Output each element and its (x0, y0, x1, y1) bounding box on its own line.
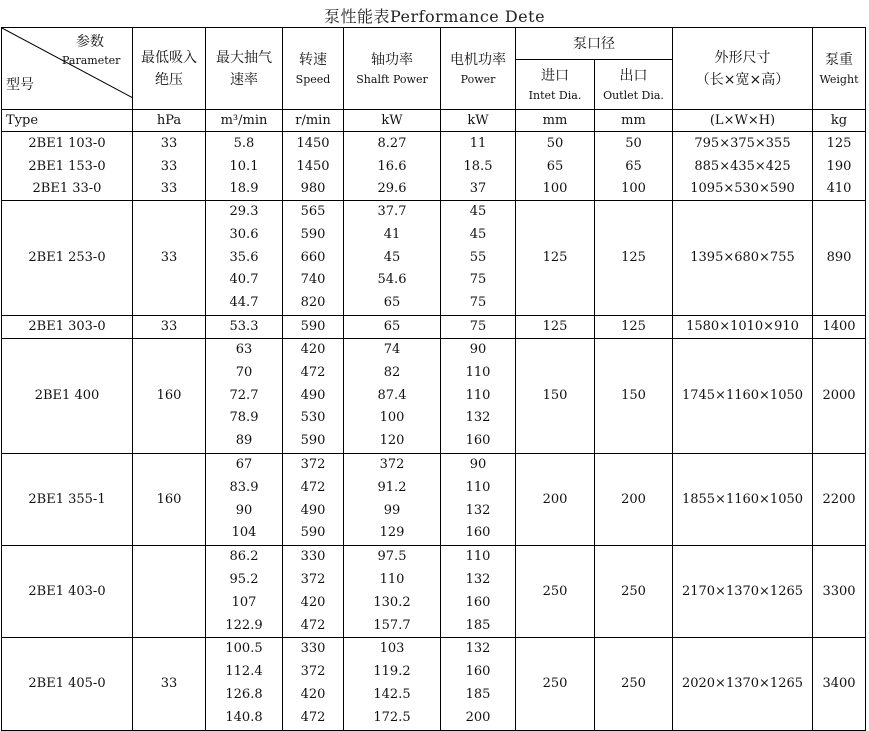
shaft-cell (344, 638, 441, 730)
cell-value: 90 (469, 341, 487, 357)
cell-value: 30.6 (229, 226, 259, 242)
suction-unit: hPa (133, 110, 206, 132)
cell-value: 107 (231, 594, 257, 610)
cell-value: 420 (300, 594, 326, 610)
inlet-cell: 50 (516, 132, 595, 155)
inlet-header: 进口 Intet Dia. (516, 60, 595, 110)
rate-cell: 18.9 (206, 178, 283, 201)
dimensions-cell: 1580×1010×910 (673, 315, 813, 338)
cell-value: 72.7 (229, 387, 259, 403)
page-title: 泵性能表Performance Dete (323, 7, 546, 26)
dimensions-cell: 795×375×355 (673, 132, 813, 155)
rate-cell: 53.3 (206, 315, 283, 338)
table-row (2, 178, 866, 201)
cell-value: 490 (300, 502, 326, 518)
cell-value: 200 (465, 709, 491, 725)
outlet-cell: 125 (595, 201, 673, 316)
cell-value: 160 (465, 594, 491, 610)
cell-value: 75 (469, 272, 487, 288)
speed-cell (283, 201, 344, 316)
cell-value: 97.5 (377, 549, 407, 565)
cell-value: 530 (300, 410, 326, 426)
unit-row (2, 110, 866, 132)
cell-value: 420 (300, 686, 326, 702)
cell-value: 78.9 (229, 410, 259, 426)
cell-value: 490 (300, 387, 326, 403)
cell-value: 37.7 (377, 204, 407, 219)
model-cell: 2BE1 153-0 (2, 155, 133, 178)
cell-value: 126.8 (225, 686, 263, 702)
dimensions-cell: 1855×1160×1050 (673, 453, 813, 545)
pump-rate-unit: m³/min (206, 110, 283, 132)
weight-cell: 2200 (813, 453, 866, 545)
shaft-cell (344, 546, 441, 638)
cell-value: 472 (300, 709, 326, 725)
table-row (2, 132, 866, 155)
inlet-unit: mm (516, 110, 595, 132)
cell-value: 29.3 (229, 204, 259, 219)
motor-cell (441, 338, 516, 453)
speed-header: 转速 Speed (283, 28, 344, 110)
motor-cell (441, 453, 516, 545)
cell-value: 67 (235, 456, 253, 472)
cell-value: 172.5 (373, 709, 411, 725)
rate-cell (206, 201, 283, 316)
cell-value: 122.9 (225, 617, 263, 633)
speed-cell: 1450 (283, 155, 344, 178)
cell-value: 86.2 (229, 549, 259, 565)
speed-cell (283, 546, 344, 638)
shaft-cell (344, 338, 441, 453)
speed-unit: r/min (283, 110, 344, 132)
table-row (2, 638, 866, 730)
weight-cell: 125 (813, 132, 866, 155)
cell-value: 99 (383, 502, 401, 518)
cell-value: 75 (469, 295, 487, 311)
weight-cell: 3400 (813, 638, 866, 730)
cell-value: 565 (300, 204, 326, 219)
inlet-cell: 125 (516, 201, 595, 316)
speed-cell: 590 (283, 315, 344, 338)
table-row (2, 453, 866, 545)
cell-value: 82 (383, 364, 401, 380)
parameter-label-en: Parameter (62, 54, 121, 67)
cell-value: 91.2 (377, 479, 407, 495)
motor-cell: 37 (441, 178, 516, 201)
suction-cell: 33 (133, 638, 206, 730)
cell-value: 132 (465, 502, 491, 518)
cell-value: 132 (465, 571, 491, 587)
cell-value: 100 (379, 410, 405, 426)
table-row (2, 338, 866, 453)
diagonal-header-cell (2, 28, 133, 110)
speed-cell (283, 638, 344, 730)
outlet-header: 出口 Outlet Dia. (595, 60, 673, 110)
inlet-cell: 250 (516, 638, 595, 730)
cell-value: 110 (465, 364, 491, 380)
cell-value: 45 (383, 249, 401, 265)
cell-value: 590 (300, 433, 326, 449)
table-row (2, 201, 866, 316)
cell-value: 110 (465, 479, 491, 495)
inlet-cell: 150 (516, 338, 595, 453)
shaft-cell: 65 (344, 315, 441, 338)
cell-value: 157.7 (373, 617, 411, 633)
model-cell: 2BE1 355-1 (2, 453, 133, 545)
cell-value: 372 (300, 571, 326, 587)
cell-value: 40.7 (229, 272, 259, 288)
weight-unit: kg (813, 110, 866, 132)
dimensions-cell: 1395×680×755 (673, 201, 813, 316)
shaft-cell: 8.27 (344, 132, 441, 155)
rate-cell (206, 546, 283, 638)
cell-value: 65 (383, 295, 401, 311)
cell-value: 70 (235, 364, 253, 380)
cell-value: 35.6 (229, 249, 259, 265)
speed-cell: 980 (283, 178, 344, 201)
outlet-cell: 50 (595, 132, 673, 155)
cell-value: 44.7 (229, 295, 259, 311)
cell-value: 90 (235, 502, 253, 518)
suction-header: 最低吸入 绝压 (133, 28, 206, 110)
cell-value: 120 (379, 433, 405, 449)
cell-value: 132 (465, 410, 491, 426)
cell-value: 110 (465, 549, 491, 565)
cell-value: 472 (300, 479, 326, 495)
outlet-cell: 250 (595, 546, 673, 638)
cell-value: 83.9 (229, 479, 259, 495)
cell-value: 45 (469, 226, 487, 242)
motor-power-header: 电机功率 Power (441, 28, 516, 110)
inlet-cell: 200 (516, 453, 595, 545)
outlet-unit: mm (595, 110, 673, 132)
cell-value: 103 (379, 641, 405, 657)
cell-value: 142.5 (373, 686, 411, 702)
weight-header: 泵重 Weight (813, 28, 866, 110)
outlet-cell: 65 (595, 155, 673, 178)
cell-value: 185 (465, 686, 491, 702)
cell-value: 820 (300, 295, 326, 311)
cell-value: 372 (300, 456, 326, 472)
suction-cell: 33 (133, 178, 206, 201)
motor-cell (441, 638, 516, 730)
cell-value: 112.4 (225, 664, 263, 680)
model-label-en: Type (2, 110, 133, 132)
rate-cell (206, 638, 283, 730)
parameter-label-cn: 参数 (76, 34, 104, 50)
suction-cell: 33 (133, 201, 206, 316)
cell-value: 590 (300, 226, 326, 242)
rate-cell: 10.1 (206, 155, 283, 178)
cell-value: 185 (465, 617, 491, 633)
outlet-cell: 200 (595, 453, 673, 545)
cell-value: 90 (469, 456, 487, 472)
model-cell: 2BE1 403-0 (2, 546, 133, 638)
cell-value: 160 (465, 525, 491, 541)
outlet-cell: 100 (595, 178, 673, 201)
cell-value: 660 (300, 249, 326, 265)
outlet-cell: 150 (595, 338, 673, 453)
shaft-power-header: 轴功率 Shalft Power (344, 28, 441, 110)
model-cell: 2BE1 405-0 (2, 638, 133, 730)
cell-value: 330 (300, 641, 326, 657)
cell-value: 129 (379, 525, 405, 541)
cell-value: 41 (383, 226, 401, 242)
cell-value: 740 (300, 272, 326, 288)
motor-cell (441, 201, 516, 316)
model-cell: 2BE1 303-0 (2, 315, 133, 338)
cell-value: 100.5 (225, 641, 263, 657)
cell-value: 110 (379, 571, 405, 587)
dimensions-cell: 2020×1370×1265 (673, 638, 813, 730)
motor-cell: 18.5 (441, 155, 516, 178)
inlet-cell: 100 (516, 178, 595, 201)
shaft-cell (344, 201, 441, 316)
dimensions-cell: 2170×1370×1265 (673, 546, 813, 638)
inlet-cell: 125 (516, 315, 595, 338)
rate-cell (206, 453, 283, 545)
model-label-cn: 型号 (6, 77, 34, 93)
motor-power-unit: kW (441, 110, 516, 132)
cell-value: 89 (235, 433, 253, 449)
cell-value: 372 (300, 664, 326, 680)
weight-cell: 890 (813, 201, 866, 316)
cell-value: 472 (300, 617, 326, 633)
motor-cell: 75 (441, 315, 516, 338)
suction-cell: 160 (133, 453, 206, 545)
table-row (2, 315, 866, 338)
model-cell: 2BE1 33-0 (2, 178, 133, 201)
weight-cell: 410 (813, 178, 866, 201)
cell-value: 472 (300, 364, 326, 380)
shaft-cell: 29.6 (344, 178, 441, 201)
outlet-cell: 125 (595, 315, 673, 338)
speed-cell (283, 338, 344, 453)
suction-cell: 160 (133, 338, 206, 453)
cell-value: 45 (469, 204, 487, 219)
suction-cell (133, 546, 206, 638)
cell-value: 55 (469, 249, 487, 265)
rate-cell (206, 338, 283, 453)
cell-value: 160 (465, 433, 491, 449)
shaft-power-unit: kW (344, 110, 441, 132)
cell-value: 590 (300, 525, 326, 541)
cell-value: 54.6 (377, 272, 407, 288)
model-cell: 2BE1 400 (2, 338, 133, 453)
cell-value: 95.2 (229, 571, 259, 587)
suction-cell: 33 (133, 315, 206, 338)
cell-value: 420 (300, 341, 326, 357)
rate-cell: 5.8 (206, 132, 283, 155)
pump-rate-header: 最大抽气 速率 (206, 28, 283, 110)
cell-value: 104 (231, 525, 257, 541)
suction-cell: 33 (133, 132, 206, 155)
suction-cell: 33 (133, 155, 206, 178)
weight-cell: 2000 (813, 338, 866, 453)
shaft-cell: 16.6 (344, 155, 441, 178)
port-header: 泵口径 (516, 28, 673, 60)
table-row (2, 155, 866, 178)
inlet-cell: 250 (516, 546, 595, 638)
dimensions-cell: 1745×1160×1050 (673, 338, 813, 453)
cell-value: 110 (465, 387, 491, 403)
shaft-cell (344, 453, 441, 545)
cell-value: 140.8 (225, 709, 263, 725)
speed-cell (283, 453, 344, 545)
cell-value: 119.2 (373, 664, 411, 680)
cell-value: 130.2 (373, 594, 411, 610)
cell-value: 330 (300, 549, 326, 565)
dimensions-cell: 885×435×425 (673, 155, 813, 178)
cell-value: 132 (465, 641, 491, 657)
weight-cell: 190 (813, 155, 866, 178)
motor-cell (441, 546, 516, 638)
dimensions-header: 外形尺寸 （长×宽×高） (673, 28, 813, 110)
cell-value: 63 (235, 341, 253, 357)
model-cell: 2BE1 103-0 (2, 132, 133, 155)
weight-cell: 3300 (813, 546, 866, 638)
cell-value: 74 (383, 341, 401, 357)
speed-cell: 1450 (283, 132, 344, 155)
performance-table (1, 27, 866, 731)
model-cell: 2BE1 253-0 (2, 201, 133, 316)
cell-value: 372 (379, 456, 405, 472)
outlet-cell: 250 (595, 638, 673, 730)
cell-value: 87.4 (377, 387, 407, 403)
inlet-cell: 65 (516, 155, 595, 178)
dimensions-cell: 1095×530×590 (673, 178, 813, 201)
motor-cell: 11 (441, 132, 516, 155)
cell-value: 160 (465, 664, 491, 680)
weight-cell: 1400 (813, 315, 866, 338)
table-row (2, 546, 866, 638)
dimensions-unit: (L×W×H) (673, 110, 813, 132)
